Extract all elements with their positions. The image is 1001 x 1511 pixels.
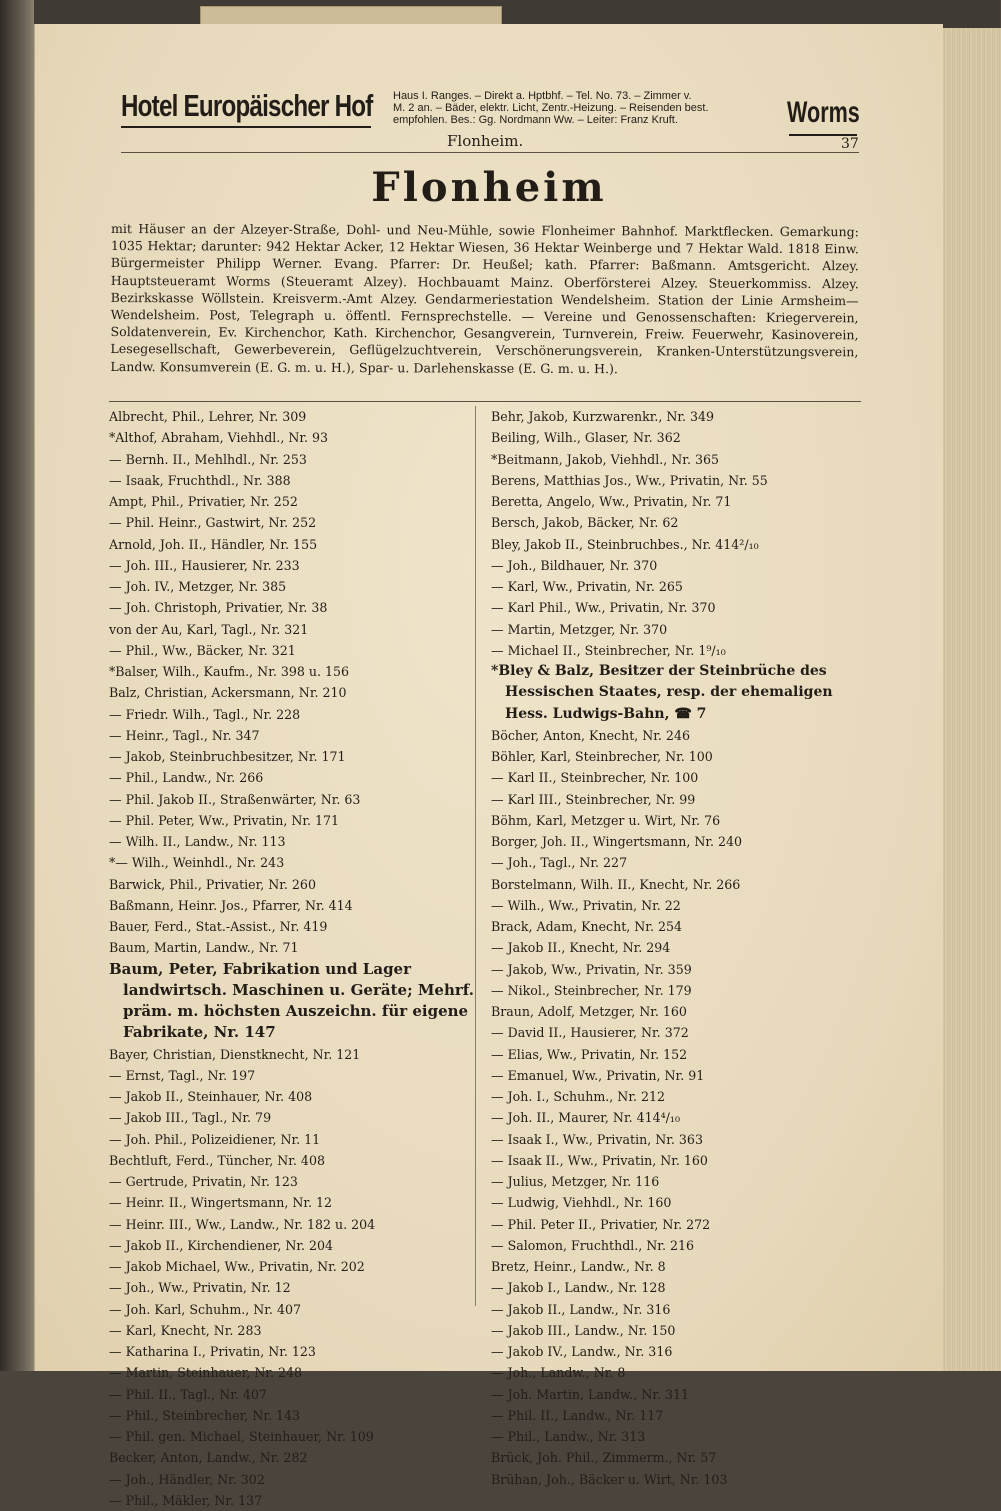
left-column (109, 406, 474, 1511)
directory-entry: *Bley & Balz, Besitzer der Steinbrüche des Hessischen Staates, resp. der ehemaligen Hess. Ludwigs-Bahn, ☎ 7 (491, 663, 833, 722)
directory-entry: Brack, Adam, Knecht, Nr. 254 (491, 919, 682, 935)
directory-entry: Beretta, Angelo, Ww., Privatin, Nr. 71 (491, 494, 732, 509)
city-name: Worms (787, 96, 860, 129)
directory-page (34, 24, 943, 1508)
directory-entry: — Joh., Bildhauer, Nr. 370 (491, 557, 658, 573)
directory-entry: — Phil. Heinr., Gastwirt, Nr. 252 (109, 515, 317, 531)
right-column (491, 406, 863, 1490)
directory-entry: — Nikol., Steinbrecher, Nr. 179 (491, 982, 692, 998)
directory-entry: — Heinr. III., Ww., Landw., Nr. 182 u. 204 (109, 1216, 376, 1232)
directory-entry: — Salomon, Fruchthdl., Nr. 216 (491, 1237, 694, 1253)
header-rule (121, 152, 859, 153)
directory-entry: — Phil. II., Landw., Nr. 117 (491, 1407, 664, 1423)
directory-entry: Baum, Martin, Landw., Nr. 71 (109, 940, 299, 956)
directory-entry: Böcher, Anton, Knecht, Nr. 246 (491, 727, 690, 743)
directory-entry: — Phil., Landw., Nr. 266 (109, 770, 264, 786)
directory-entry: — Wilh., Ww., Privatin, Nr. 22 (491, 897, 681, 913)
directory-entry: *Balser, Wilh., Kaufm., Nr. 398 u. 156 (109, 664, 350, 679)
directory-entry: Barwick, Phil., Privatier, Nr. 260 (109, 876, 316, 892)
directory-entry: — Gertrude, Privatin, Nr. 123 (109, 1174, 298, 1190)
directory-entry: Berens, Matthias Jos., Ww., Privatin, Nr. 55 (491, 472, 768, 488)
columns-top-rule (109, 401, 861, 402)
town-description: mit Häuser an der Alzeyer-Straße, Dohl- und Neu-Mühle, sowie Flonheimer Bahnhof. Marktflecken. Gemarkung: 1035 Hektar; darunter: 942 Hektar Acker, 12 Hektar Wiesen, 36 Hektar Weinberge und 7 Hektar Wald. 1818 Einw. Bürgermeister Philipp Werner. Evang. Pfarrer: Dr. Heußel; kath. Pfarrer: Baßmann. Amtsgericht. Alzey. Hauptsteueramt Worms (Steueramt Alzey). Hochbauamt Mainz. Oberförsterei Alzey. Steuerkommiss. Alzey. Bezirkskasse Wöllstein. Kreisverm.-Amt Alzey. Gendarmeriestation Wendelsheim. Station der Linie Armsheim—Wendelsheim. Post, Telegraph u. öffentl. Fernsprechstelle. — Vereine und Genossenschaften: Kriegerverein, Soldatenverein, Ev. Kirchenchor, Kath. Kirchenchor, Gesangverein, Turnverein, Freiw. Feuerwehr, Kasinoverein, Lesegesellschaft, Gewerbeverein, Geflügelzuchtverein, Verschönerungsverein, Kranken-Unterstützungsverein, Landw. Konsumverein (E. G. m. u. H.), Spar- u. Darlehenskasse (E. G. m. u. H.). (110, 220, 859, 376)
hotel-underline (121, 126, 371, 128)
directory-entry: — Jakob III., Tagl., Nr. 79 (109, 1110, 272, 1126)
directory-entry: — Martin, Steinhauer, Nr. 248 (109, 1365, 303, 1381)
directory-entry: — Jakob IV., Landw., Nr. 316 (491, 1344, 673, 1360)
directory-entry: — Phil. II., Tagl., Nr. 407 (109, 1386, 267, 1402)
directory-entry: — Phil. gen. Michael, Steinhauer, Nr. 109 (109, 1429, 374, 1445)
directory-entry: — Friedr. Wilh., Tagl., Nr. 228 (109, 706, 301, 722)
ad-line-1: Haus I. Ranges. – Direkt a. Hptbhf. – Tel. No. 73. – Zimmer v. (393, 90, 692, 102)
directory-entry: — Julius, Metzger, Nr. 116 (491, 1174, 660, 1190)
directory-entry: Bayer, Christian, Dienstknecht, Nr. 121 (109, 1046, 361, 1062)
directory-entry: *— Wilh., Weinhdl., Nr. 243 (109, 855, 285, 871)
directory-entry: Behr, Jakob, Kurzwarenkr., Nr. 349 (491, 409, 715, 424)
directory-entry: — Jakob II., Landw., Nr. 316 (491, 1301, 671, 1317)
directory-entry: von der Au, Karl, Tagl., Nr. 321 (109, 621, 309, 637)
directory-entry: — Joh. III., Hausierer, Nr. 233 (109, 557, 300, 573)
directory-entry: Becker, Anton, Landw., Nr. 282 (109, 1450, 308, 1466)
directory-entry: Brück, Joh. Phil., Zimmerm., Nr. 57 (491, 1450, 717, 1466)
directory-entry: — Isaak I., Ww., Privatin, Nr. 363 (491, 1131, 703, 1147)
directory-entry: — Bernh. II., Mehlhdl., Nr. 253 (109, 451, 307, 467)
directory-entry: — Elias, Ww., Privatin, Nr. 152 (491, 1046, 688, 1062)
directory-entry: — Ernst, Tagl., Nr. 197 (109, 1067, 256, 1083)
directory-entry: Böhler, Karl, Steinbrecher, Nr. 100 (491, 749, 713, 765)
directory-entry: Borstelmann, Wilh. II., Knecht, Nr. 266 (491, 876, 741, 892)
directory-entry: *Althof, Abraham, Viehhdl., Nr. 93 (109, 430, 329, 446)
directory-entry: Bersch, Jakob, Bäcker, Nr. 62 (491, 515, 679, 531)
directory-entry: — Jakob II., Knecht, Nr. 294 (491, 940, 671, 956)
running-head: Flonheim. (447, 132, 524, 150)
directory-entry: — Jakob I., Landw., Nr. 128 (491, 1280, 666, 1296)
hotel-name: Hotel Europäischer Hof (121, 88, 373, 123)
directory-entry: — Joh. II., Maurer, Nr. 414⁴/₁₀ (491, 1110, 681, 1126)
directory-entry: — Katharina I., Privatin, Nr. 123 (109, 1344, 316, 1360)
directory-entry: Ampt, Phil., Privatier, Nr. 252 (109, 494, 298, 509)
directory-entry: — Karl, Knecht, Nr. 283 (109, 1322, 262, 1338)
directory-entry: — Karl, Ww., Privatin, Nr. 265 (491, 579, 683, 594)
directory-entry: Baum, Peter, Fabrikation und Lager landwirtsch. Maschinen u. Geräte; Mehrf. präm. m. höchsten Auszeichn. für eigene Fabrikate, Nr. 147 (109, 959, 474, 1042)
directory-entry: — Heinr. II., Wingertsmann, Nr. 12 (109, 1195, 333, 1211)
directory-entry: — Joh. Phil., Polizeidiener, Nr. 11 (109, 1131, 321, 1147)
directory-entry: *Beitmann, Jakob, Viehhdl., Nr. 365 (491, 451, 719, 467)
directory-entry: Brühan, Joh., Bäcker u. Wirt, Nr. 103 (491, 1471, 728, 1487)
directory-entry: — Phil., Landw., Nr. 313 (491, 1429, 646, 1445)
directory-entry: — Phil. Peter, Ww., Privatin, Nr. 171 (109, 812, 340, 828)
directory-entry: — Phil. Peter II., Privatier, Nr. 272 (491, 1216, 711, 1232)
directory-entry: — Joh., Landw., Nr. 8 (491, 1365, 626, 1381)
directory-entry: — Phil., Mäkler, Nr. 137 (109, 1492, 263, 1508)
directory-entry: — Joh., Ww., Privatin, Nr. 12 (109, 1280, 291, 1296)
directory-entry: — Phil., Steinbrecher, Nr. 143 (109, 1407, 301, 1423)
directory-entry: — Jakob II., Kirchendiener, Nr. 204 (109, 1237, 334, 1253)
directory-entry: — Karl II., Steinbrecher, Nr. 100 (491, 770, 699, 786)
directory-entry: Böhm, Karl, Metzger u. Wirt, Nr. 76 (491, 812, 721, 828)
directory-entry: — Joh., Tagl., Nr. 227 (491, 855, 628, 871)
directory-entry: — Joh. Christoph, Privatier, Nr. 38 (109, 600, 328, 616)
directory-entry: — Martin, Metzger, Nr. 370 (491, 621, 668, 637)
directory-entry: Balz, Christian, Ackersmann, Nr. 210 (109, 685, 347, 701)
directory-entry: — Jakob III., Landw., Nr. 150 (491, 1322, 676, 1338)
book-spine (0, 0, 34, 1371)
directory-entry: — Isaak II., Ww., Privatin, Nr. 160 (491, 1152, 708, 1168)
column-divider (475, 406, 476, 1306)
directory-entry: — Michael II., Steinbrecher, Nr. 1⁹/₁₀ (491, 642, 726, 658)
directory-entry: Arnold, Joh. II., Händler, Nr. 155 (109, 536, 318, 552)
ad-line-2: M. 2 an. – Bäder, elektr. Licht, Zentr.-Heizung. – Reisenden best. (393, 102, 709, 114)
directory-entry: Beiling, Wilh., Glaser, Nr. 362 (491, 430, 681, 446)
directory-entry: — Phil., Ww., Bäcker, Nr. 321 (109, 642, 296, 658)
page-number: 37 (841, 136, 859, 152)
directory-entry: — Emanuel, Ww., Privatin, Nr. 91 (491, 1067, 705, 1083)
directory-entry: — David II., Hausierer, Nr. 372 (491, 1025, 689, 1041)
directory-entry: — Wilh. II., Landw., Nr. 113 (109, 834, 286, 849)
paper-tab (200, 6, 502, 26)
page-title: Flonheim (371, 164, 607, 211)
directory-entry: — Joh. Karl, Schuhm., Nr. 407 (109, 1301, 301, 1317)
directory-entry: — Joh., Händler, Nr. 302 (109, 1471, 265, 1487)
directory-entry: — Joh. IV., Metzger, Nr. 385 (109, 579, 287, 594)
directory-entry: — Karl III., Steinbrecher, Nr. 99 (491, 791, 696, 807)
page-edges (942, 28, 1001, 1371)
ad-line-3: empfohlen. Bes.: Gg. Nordmann Ww. – Leiter: Franz Kruft. (393, 114, 678, 126)
directory-entry: Bechtluft, Ferd., Tüncher, Nr. 408 (109, 1152, 325, 1168)
directory-entry: — Jakob II., Steinhauer, Nr. 408 (109, 1089, 313, 1105)
directory-entry: Bley, Jakob II., Steinbruchbes., Nr. 414²/₁₀ (491, 536, 759, 552)
directory-entry: — Jakob Michael, Ww., Privatin, Nr. 202 (109, 1259, 365, 1275)
directory-entry: — Ludwig, Viehhdl., Nr. 160 (491, 1195, 672, 1211)
directory-entry: Baßmann, Heinr. Jos., Pfarrer, Nr. 414 (109, 897, 353, 913)
directory-entry: — Isaak, Fruchthdl., Nr. 388 (109, 472, 291, 488)
directory-entry: — Joh. I., Schuhm., Nr. 212 (491, 1089, 665, 1105)
directory-entry: Bauer, Ferd., Stat.-Assist., Nr. 419 (109, 919, 328, 934)
directory-entry: Bretz, Heinr., Landw., Nr. 8 (491, 1259, 666, 1275)
directory-entry: — Jakob, Steinbruchbesitzer, Nr. 171 (109, 749, 346, 764)
directory-entry: Albrecht, Phil., Lehrer, Nr. 309 (109, 409, 307, 424)
directory-entry: — Joh. Martin, Landw., Nr. 311 (491, 1386, 690, 1402)
directory-entry: — Karl Phil., Ww., Privatin, Nr. 370 (491, 600, 716, 616)
directory-entry: — Phil. Jakob II., Straßenwärter, Nr. 63 (109, 791, 361, 807)
directory-entry: Braun, Adolf, Metzger, Nr. 160 (491, 1004, 687, 1020)
directory-entry: Borger, Joh. II., Wingertsmann, Nr. 240 (491, 834, 743, 850)
directory-entry: — Heinr., Tagl., Nr. 347 (109, 727, 260, 743)
directory-entry: — Jakob, Ww., Privatin, Nr. 359 (491, 961, 692, 977)
